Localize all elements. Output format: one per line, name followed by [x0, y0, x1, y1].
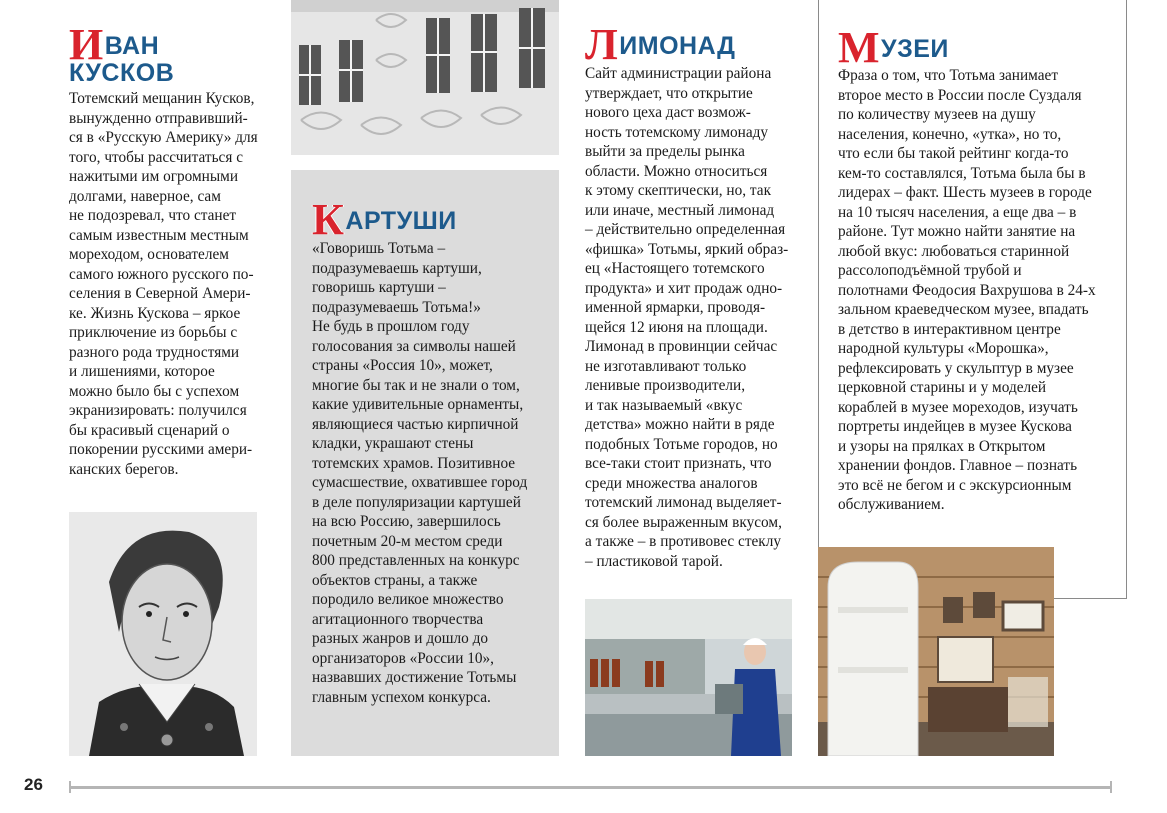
kuskov-article	[69, 20, 274, 479]
muzei-dropcap: М	[838, 23, 881, 72]
footer-rule	[69, 786, 1112, 789]
kuskov-heading	[69, 20, 274, 87]
kartushi-text: «Говоришь Тотьма – подразумеваешь картуши, говоришь картуши – подразумеваешь Тотьма!» Не будь в прошлом году голосования за символы нашей страны «Россия 10», может, многие бы так и не знали о том, какие удивительные орнаменты, являющиеся частью кирпичной кладки, украшают стены тотемских храмов. Позитивное сумасшествие, охватившее город в деле популяризации картушей на всю Россию, завершилось почетным 20-м местом среди 800 представленных на конкурс объектов страны, а также породило великое множество агитационного творчества разных жанров и дошло до организаторов «России 10», назвавших достижение Тотьмы главным успехом конкурса.	[312, 240, 528, 706]
kartushi-article	[312, 195, 552, 707]
kartushi-dropcap: К	[312, 195, 345, 244]
muzei-title: УЗЕИ	[881, 35, 949, 63]
kuskov-title-line1: ВАН	[104, 32, 160, 60]
limonad-article	[585, 20, 795, 571]
museum-interior-photo	[818, 547, 1054, 756]
kuskov-dropcap: И	[69, 20, 104, 69]
kartushi-title: АРТУШИ	[345, 207, 457, 235]
kuskov-title-line2: КУСКОВ	[69, 59, 175, 87]
footer-rule-end	[1110, 781, 1112, 793]
muzei-text: Фраза о том, что Тотьма занимает второе место в России после Суздаля по количеству музеев на душу населения, конечно, «утка», но то, что если бы такой рейтинг когда-то кем-то составлялся, Тотьма была бы в лидерах – факт. Шесть музеев в городе на 10 тысяч населения, а еще два – в районе. Тут можно найти занятие на любой вкус: любоваться старинной рассолоподъёмной трубой и полотнами Феодосия Вахрушова в 24-х зальном краеведческом музее, впадать в детство в интерактивном центре народной культуры «Морошка», рефлексировать у скульптур в музее церковной старины и у моделей кораблей в музее мореходов, изучать портреты индейцев в музее Кускова и узоры на прялках в Открытом хранении фондов. Главное – познать это всё не бегом и с экскурсионным обслуживанием.	[838, 67, 1096, 513]
kuskov-portrait	[69, 512, 257, 756]
muzei-article	[838, 23, 1108, 515]
kuskov-text: Тотемский мещанин Кусков, вынужденно отправивший- ся в «Русскую Америку» для того, чтобы рассчитаться с нажитыми им огромными долгами, наверное, сам не подозревал, что станет самым известным местным мореходом, основателем самого южного русского по- селения в Северной Амери- ке. Жизнь Кускова – яркое приключение из борьбы с разного рода трудностями и лишениями, которое можно было бы с успехом экранизировать: получился бы красивый сценарий о покорении русскими амери- канских берегов.	[69, 90, 258, 478]
limonad-dropcap: Л	[585, 20, 619, 69]
limonad-heading	[585, 20, 795, 69]
cartouche-facade-photo	[291, 0, 559, 155]
lemonade-factory-photo	[585, 599, 792, 756]
kartushi-heading	[312, 195, 552, 244]
limonad-title: ИМОНАД	[619, 32, 736, 60]
limonad-text: Сайт администрации района утверждает, что открытие нового цеха даст возмож- ность тотемскому лимонаду выйти за пределы рынка области. Можно относиться к этому скептически, но, так или иначе, местный лимонад – действительно определенная «фишка» Тотьмы, яркий образ- ец «Настоящего тотемского продукта» и хит продаж одно- именной ярмарки, проводя- щейся 12 июня на площади. Лимонад в провинции сейчас не изготавливают только ленивые производители, и так называемый «вкус детства» можно найти в ряде подобных Тотьме городов, но все-таки стоит признать, что среди множества аналогов тотемский лимонад выделяет- ся более выраженным вкусом, а также – в противовес стеклу – пластиковой тарой.	[585, 65, 789, 570]
muzei-heading	[838, 23, 1108, 72]
page-number: 26	[24, 775, 43, 794]
